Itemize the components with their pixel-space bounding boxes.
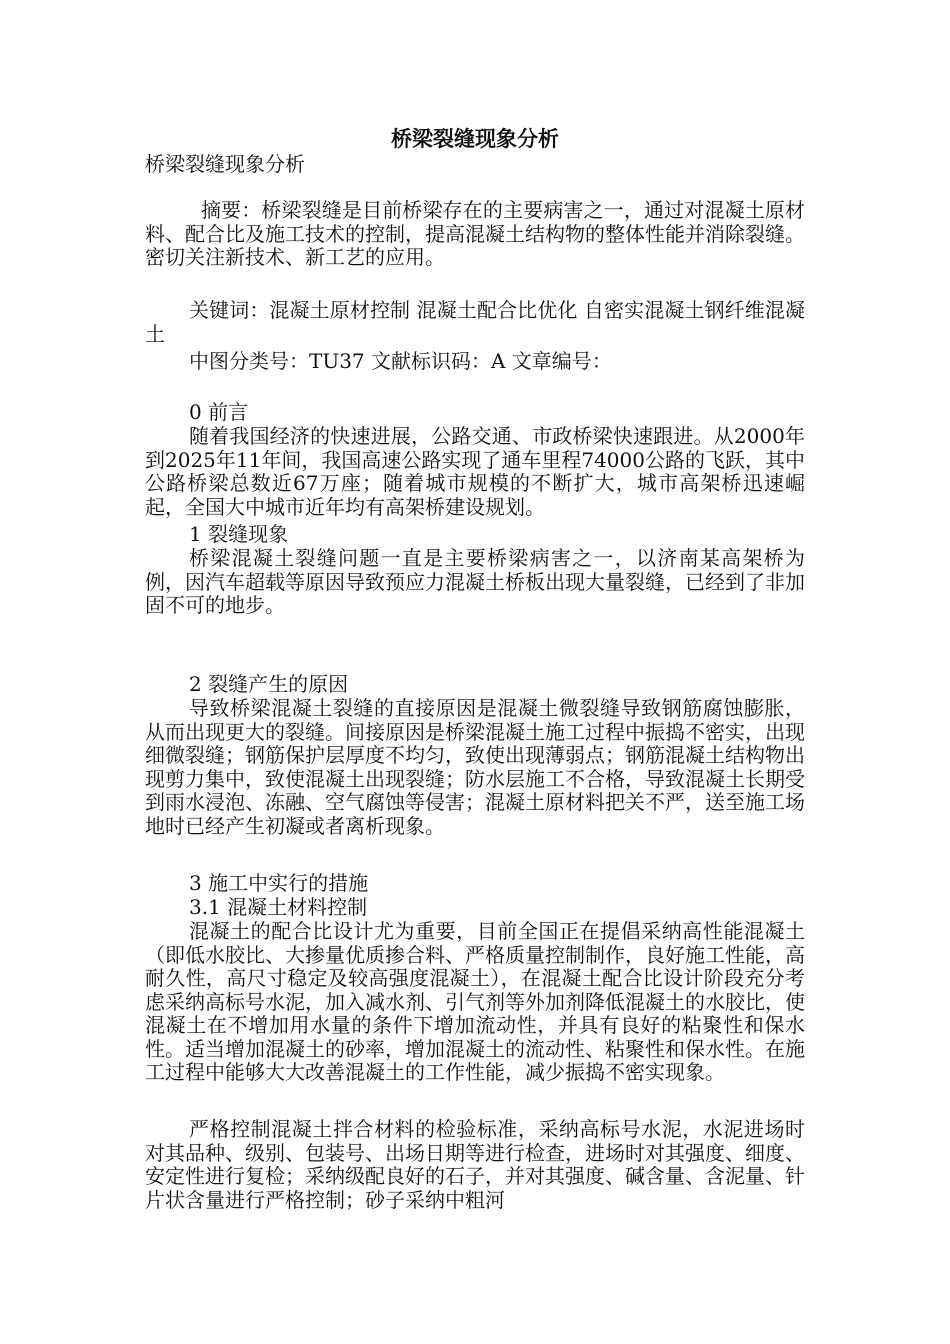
- section-3-heading: 3 施工中实行的措施: [189, 871, 369, 895]
- section-3-1-paragraph-1: 混凝土的配合比设计尤为重要，目前全国正在提倡采纳高性能混凝土（即低水胶比、大掺量优质掺合料、严格质量控制制作，良好施工性能，高耐久性，高尺寸稳定及较高强度混凝土），在混凝土配合比设计阶段充分考虑采纳高标号水泥，加入减水剂、引气剂等外加剂降低混凝土的水胶比，使混凝土在不增加用水量的条件下增加流动性，并具有良好的粘聚性和保水性。适当增加混凝土的砂率，增加混凝土的流动性、粘聚性和保水性。在施工过程中能够大大改善混凝土的工作性能，减少振捣不密实现象。: [145, 919, 805, 1084]
- section-3-1-paragraph-2: 严格控制混凝土拌合材料的检验标准，采纳高标号水泥，水泥进场时对其品种、级别、包装号、出场日期等进行检查，进场时对其强度、细度、安定性进行复检；采纳级配良好的石子，并对其强度、碱含量、含泥量、针片状含量进行严格控制；砂子采纳中粗河: [145, 1117, 805, 1212]
- section-1-paragraph: 桥梁混凝土裂缝问题一直是主要桥梁病害之一，以济南某高架桥为例，因汽车超载等原因导致预应力混凝土桥板出现大量裂缝，已经到了非加固不可的地步。: [145, 546, 805, 617]
- keywords-paragraph: 关键词：混凝土原材控制 混凝土配合比优化 自密实混凝土钢纤维混凝土: [145, 298, 805, 346]
- document-subtitle: 桥梁裂缝现象分析: [145, 152, 305, 176]
- section-0-paragraph: 随着我国经济的快速进展，公路交通、市政桥梁快速跟进。从2000年到2025年11年间，我国高速公路实现了通车里程74000公路的飞跃，其中公路桥梁总数近67万座；随着城市规模的不断扩大，城市高架桥迅速崛起，全国大中城市近年均有高架桥建设规划。: [145, 424, 805, 519]
- section-1-heading: 1 裂缝现象: [189, 522, 289, 546]
- document-title: 桥梁裂缝现象分析: [391, 126, 559, 151]
- classification-line: 中图分类号：TU37 文献标识码：A 文章编号：: [189, 349, 612, 373]
- abstract-paragraph: 摘要：桥梁裂缝是目前桥梁存在的主要病害之一，通过对混凝土原材料、配合比及施工技术的控制，提高混凝土结构物的整体性能并消除裂缝。密切关注新技术、新工艺的应用。: [145, 198, 805, 269]
- section-0-heading: 0 前言: [189, 400, 249, 424]
- section-2-heading: 2 裂缝产生的原因: [189, 672, 349, 696]
- section-2-paragraph: 导致桥梁混凝土裂缝的直接原因是混凝土微裂缝导致钢筋腐蚀膨胀，从而出现更大的裂缝。间接原因是桥梁混凝土施工过程中振捣不密实，出现细微裂缝；钢筋保护层厚度不均匀，致使出现薄弱点；钢筋混凝土结构物出现剪力集中，致使混凝土出现裂缝；防水层施工不合格，导致混凝土长期受到雨水浸泡、冻融、空气腐蚀等侵害；混凝土原材料把关不严，送至施工场地时已经产生初凝或者离析现象。: [145, 696, 805, 838]
- section-3-1-heading: 3.1 混凝土材料控制: [189, 895, 368, 919]
